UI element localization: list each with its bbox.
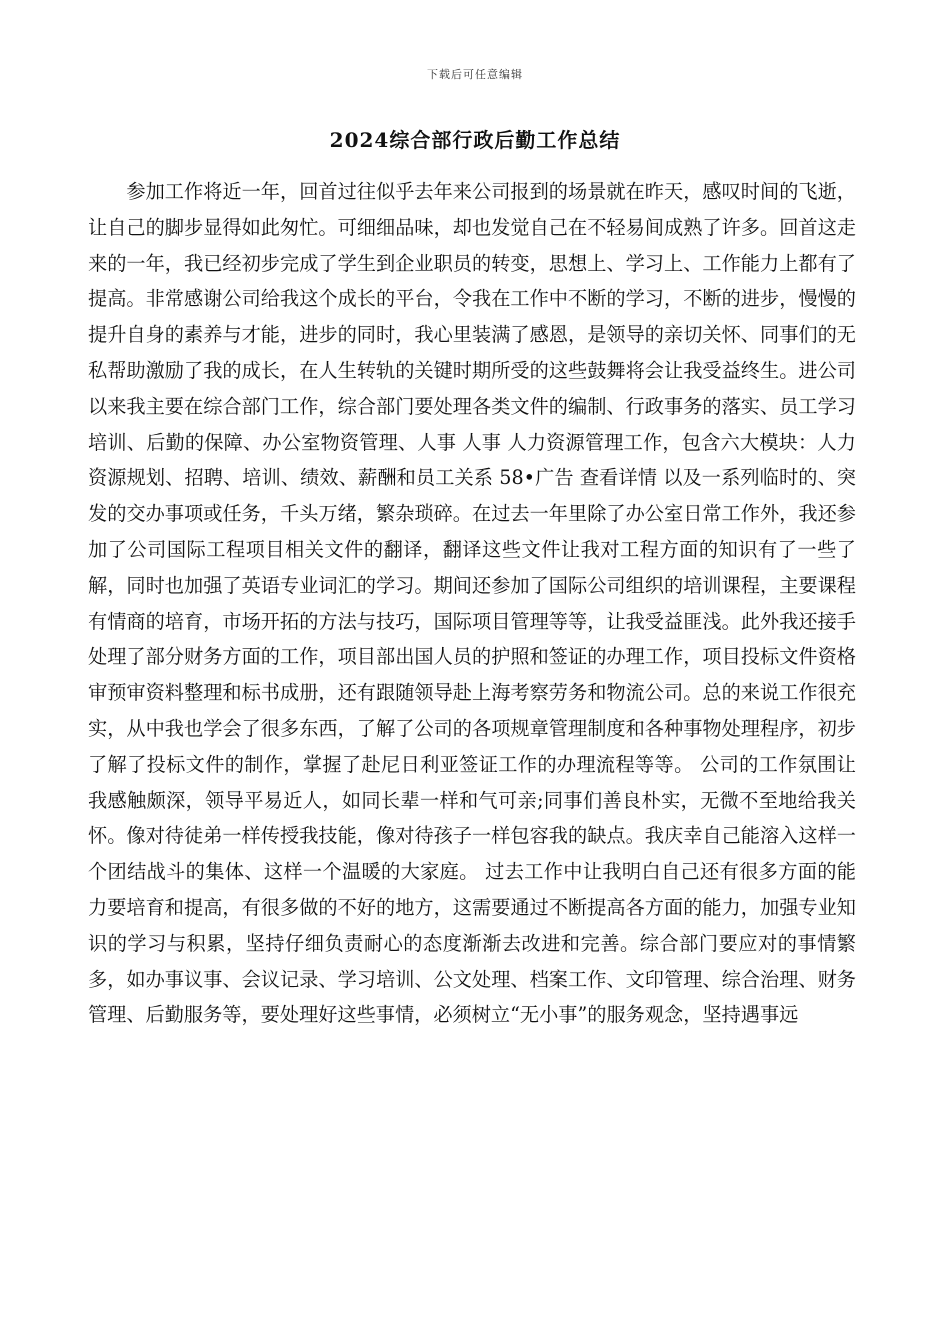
document-body-paragraph: 参加工作将近一年，回首过往似乎去年来公司报到的场景就在昨天，感叹时间的飞逝，让自己的脚步显得如此匆忙。可细细品味，却也发觉自己在不轻易间成熟了许多。回首这走来的一年，我已经初步完成了学生到企业职员的转变，思想上、学习上、工作能力上都有了提高。非常感谢公司给我这个成长的平台，令我在工作中不断的学习，不断的进步，慢慢的提升自身的素养与才能，进步的同时，我心里装满了感恩，是领导的亲切关怀、同事们的无私帮助激励了我的成长，在人生转轨的关键时期所受的这些鼓舞将会让我受益终生。进公司以来我主要在综合部门工作，综合部门要处理各类文件的编制、行政事务的落实、员工学习培训、后勤的保障、办公室物资管理、人事 人事 人力资源管理工作，包含六大模块：人力资源规划、招聘、培训、绩效、薪酬和员工关系 58•广告 查看详情 以及一系列临时的、突发的交办事项或任务，千头万绪，繁杂琐碎。在过去一年里除了办公室日常工作外，我还参加了公司国际工程项目相关文件的翻译，翻译这些文件让我对工程方面的知识有了一些了解，同时也加强了英语专业词汇的学习。期间还参加了国际公司组织的培训课程，主要课程有情商的培育，市场开拓的方法与技巧，国际项目管理等等，让我受益匪浅。此外我还接手处理了部分财务方面的工作，项目部出国人员的护照和签证的办理工作，项目投标文件资格审预审资料整理和标书成册，还有跟随领导赴上海考察劳务和物流公司。总的来说工作很充实，从中我也学会了很多东西，了解了公司的各项规章管理制度和各种事物处理程序，初步了解了投标文件的制作，掌握了赴尼日利亚签证工作的办理流程等等。 公司的工作氛围让我感触颇深，领导平易近人，如同长辈一样和气可亲;同事们善良朴实，无微不至地给我关怀。像对待徒弟一样传授我技能，像对待孩子一样包容我的缺点。我庆幸自己能溶入这样一个团结战斗的集体、这样一个温暖的大家庭。 过去工作中让我明白自己还有很多方面的能力要培育和提高，有很多做的不好的地方，这需要通过不断提高各方面的能力，加强专业知识的学习与积累，坚持仔细负责耐心的态度渐渐去改进和完善。综合部门要应对的事情繁多，如办事议事、会议记录、学习培训、公文处理、档案工作、文印管理、综合治理、财务管理、后勤服务等，要处理好这些事情，必须树立“无小事”的服务观念，坚持遇事远 [88,180,856,1027]
document-title: 2024综合部行政后勤工作总结 [329,128,621,152]
page-header-note: 下载后可任意编辑 [427,68,523,81]
